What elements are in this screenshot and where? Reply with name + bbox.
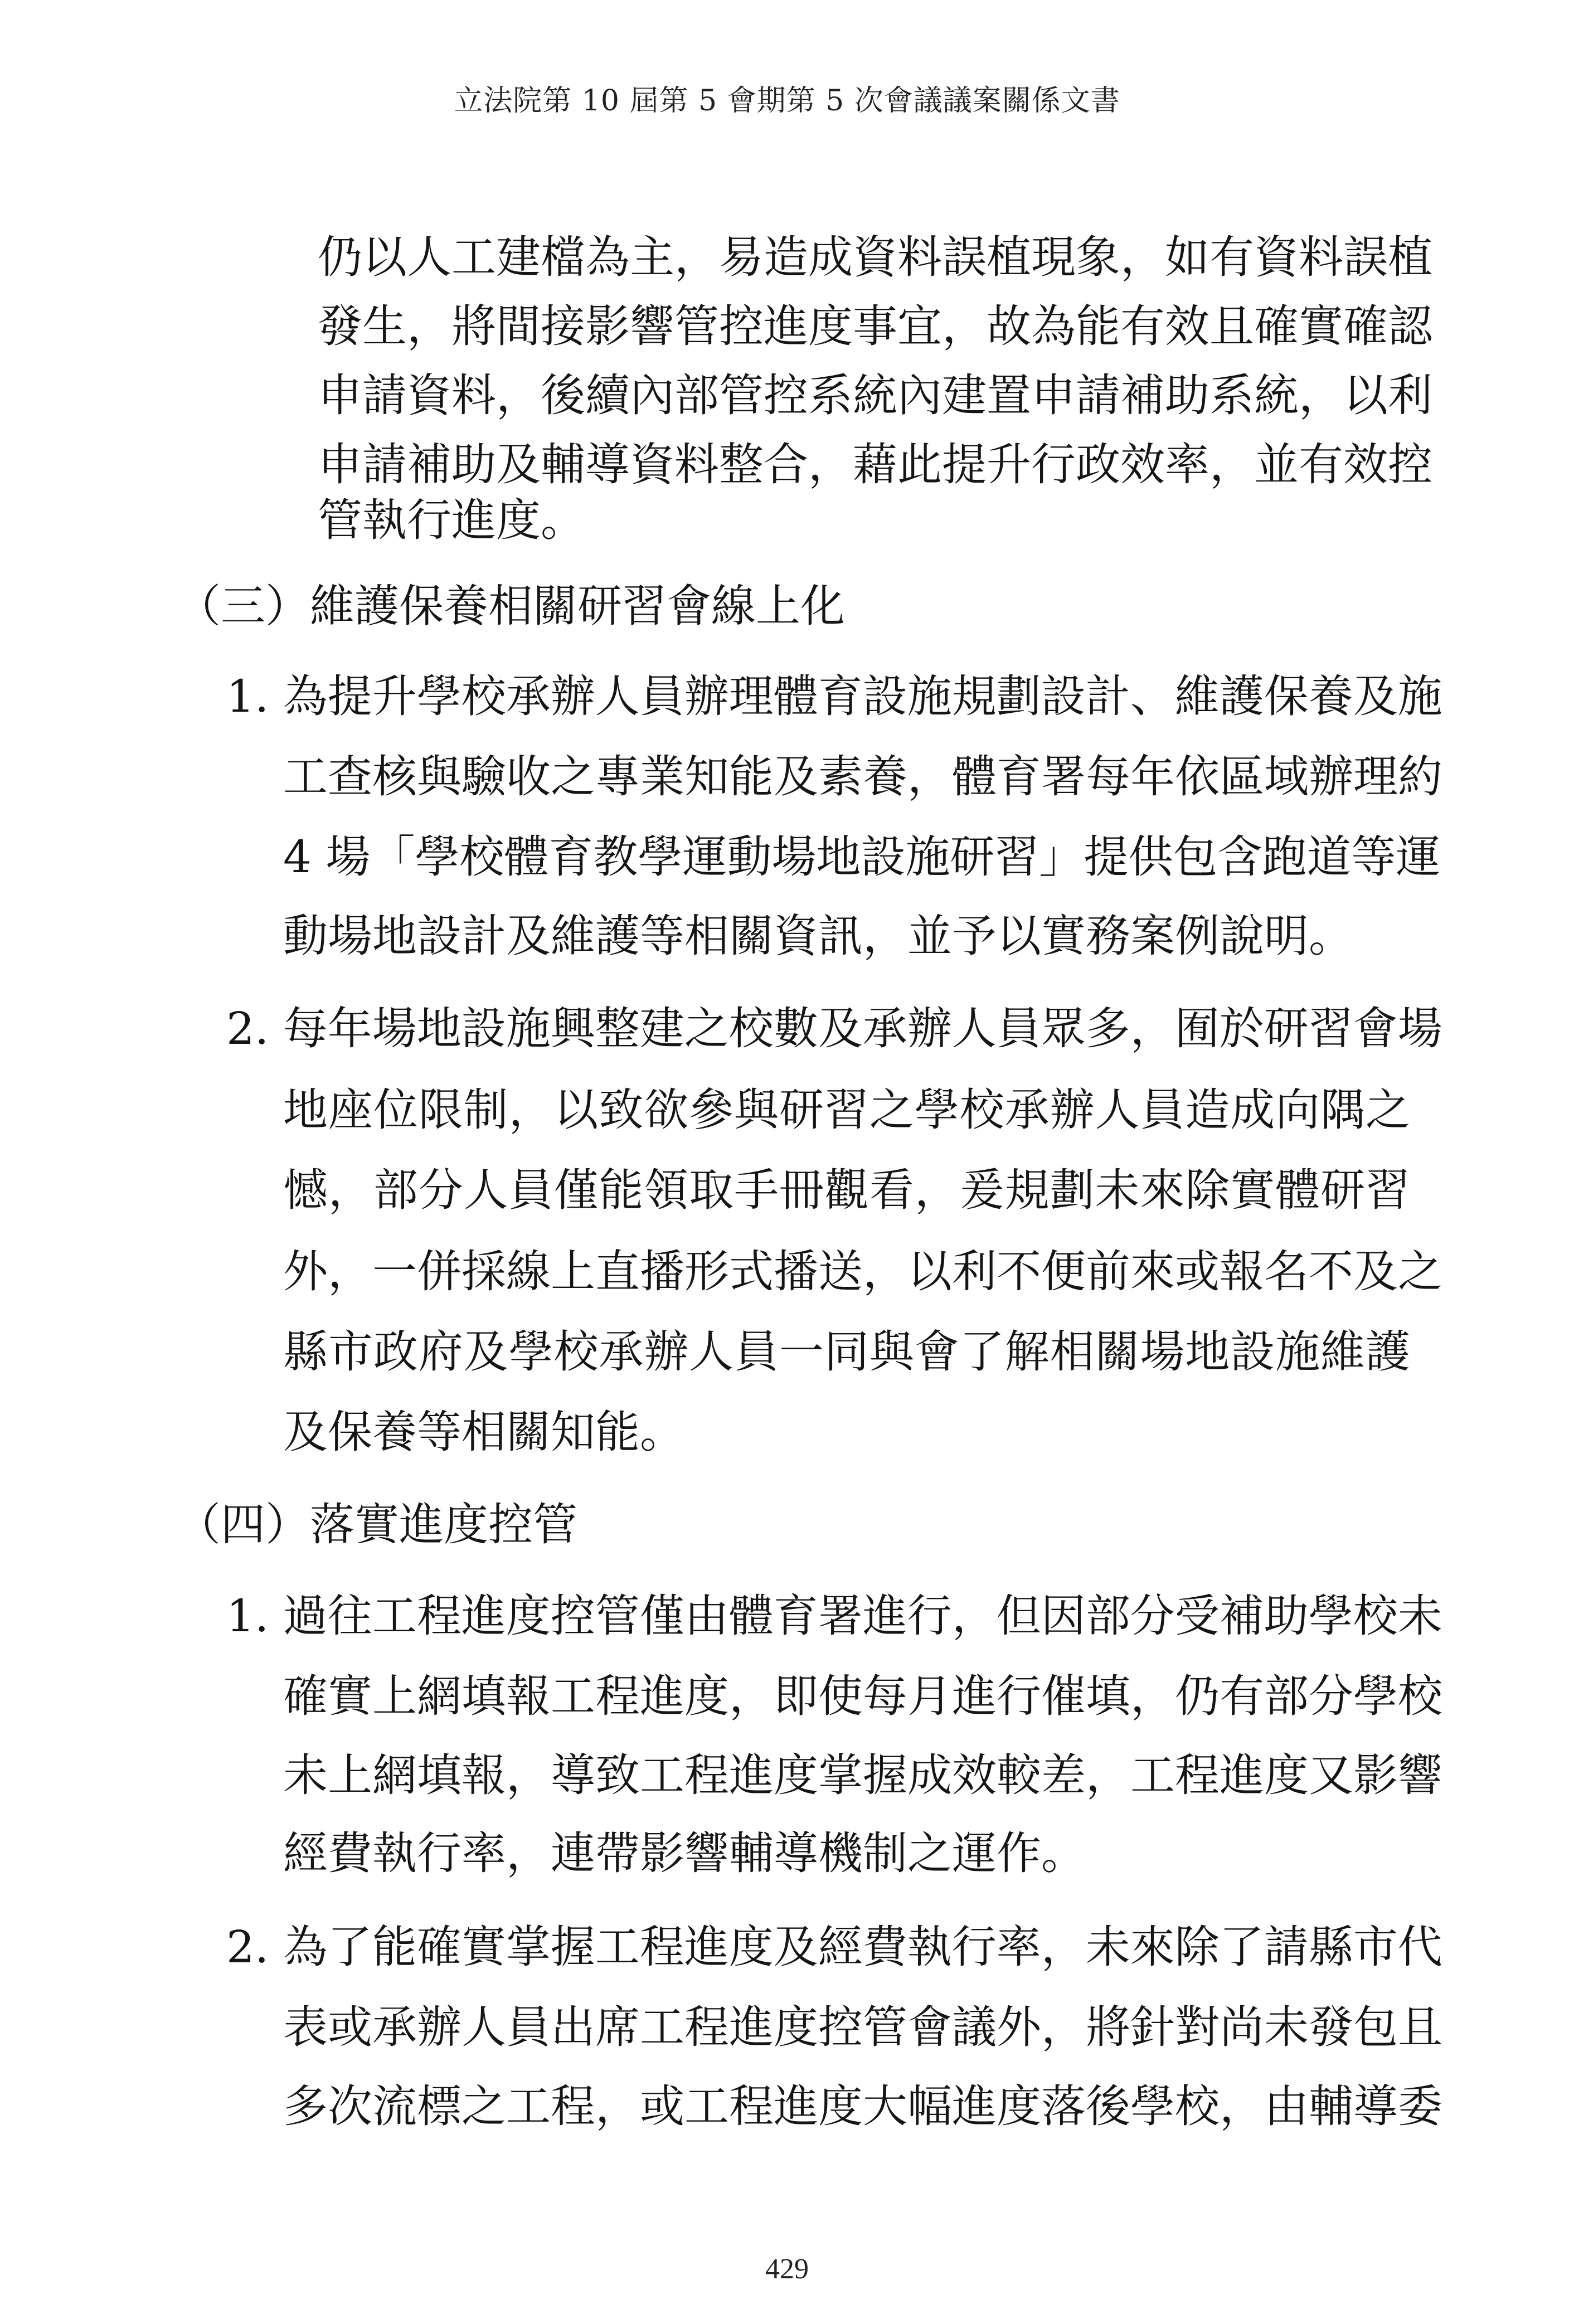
text-line: 1. 為提升學校承辦人員辦理體育設施規劃設計、維護保養及施 bbox=[226, 670, 1442, 722]
text-line: 未上網填報，導致工程進度掌握成效較差，工程進度又影響 bbox=[283, 1749, 1442, 1801]
text-line: 4 場「學校體育教學運動場地設施研習」提供包含跑道等運 bbox=[283, 831, 1441, 883]
text-line: 2. 為了能確實掌握工程進度及經費執行率，未來除了請縣市代 bbox=[226, 1921, 1442, 1973]
text-line: 憾，部分人員僅能領取手冊觀看，爰規劃未來除實體研習 bbox=[283, 1164, 1410, 1216]
document-header: 立法院第 10 屆第 5 會期第 5 次會議議案關係文書 bbox=[454, 84, 1120, 118]
text-line: 1. 過往工程進度控管僅由體育署進行，但因部分受補助學校未 bbox=[226, 1590, 1442, 1642]
section-heading: （三）維護保養相關研習會線上化 bbox=[176, 580, 845, 632]
text-line: 確實上網填報工程進度，即使每月進行催填，仍有部分學校 bbox=[283, 1670, 1442, 1722]
text-line: 外，一併採線上直播形式播送，以利不便前來或報名不及之 bbox=[283, 1246, 1442, 1297]
text-line: 仍以人工建檔為主，易造成資料誤植現象，如有資料誤植 bbox=[318, 231, 1432, 283]
text-line: 多次流標之工程，或工程進度大幅進度落後學校，由輔導委 bbox=[283, 2080, 1442, 2132]
section-heading: （四）落實進度控管 bbox=[176, 1499, 577, 1550]
page-number: 429 bbox=[765, 2253, 809, 2285]
text-line: 及保養等相關知能。 bbox=[283, 1406, 684, 1458]
text-line: 2. 每年場地設施興整建之校數及承辦人員眾多，囿於研習會場 bbox=[226, 1003, 1442, 1054]
text-line: 經費執行率，連帶影響輔導機制之運作。 bbox=[283, 1827, 1086, 1879]
text-line: 申請資料，後續內部管控系統內建置申請補助系統，以利 bbox=[318, 369, 1432, 421]
text-line: 申請補助及輔導資料整合，藉此提升行政效率，並有效控 bbox=[318, 439, 1432, 490]
text-line: 管執行進度。 bbox=[318, 494, 585, 546]
text-line: 工查核與驗收之專業知能及素養，體育署每年依區域辦理約 bbox=[283, 751, 1442, 803]
text-line: 發生，將間接影響管控進度事宜，故為能有效且確實確認 bbox=[318, 300, 1432, 352]
text-line: 地座位限制，以致欲參與研習之學校承辦人員造成向隅之 bbox=[283, 1084, 1410, 1136]
text-line: 表或承辦人員出席工程進度控管會議外，將針對尚未發包且 bbox=[283, 2001, 1442, 2053]
text-line: 縣市政府及學校承辦人員一同與會了解相關場地設施維護 bbox=[283, 1326, 1410, 1378]
text-line: 動場地設計及維護等相關資訊，並予以實務案例說明。 bbox=[283, 910, 1353, 962]
